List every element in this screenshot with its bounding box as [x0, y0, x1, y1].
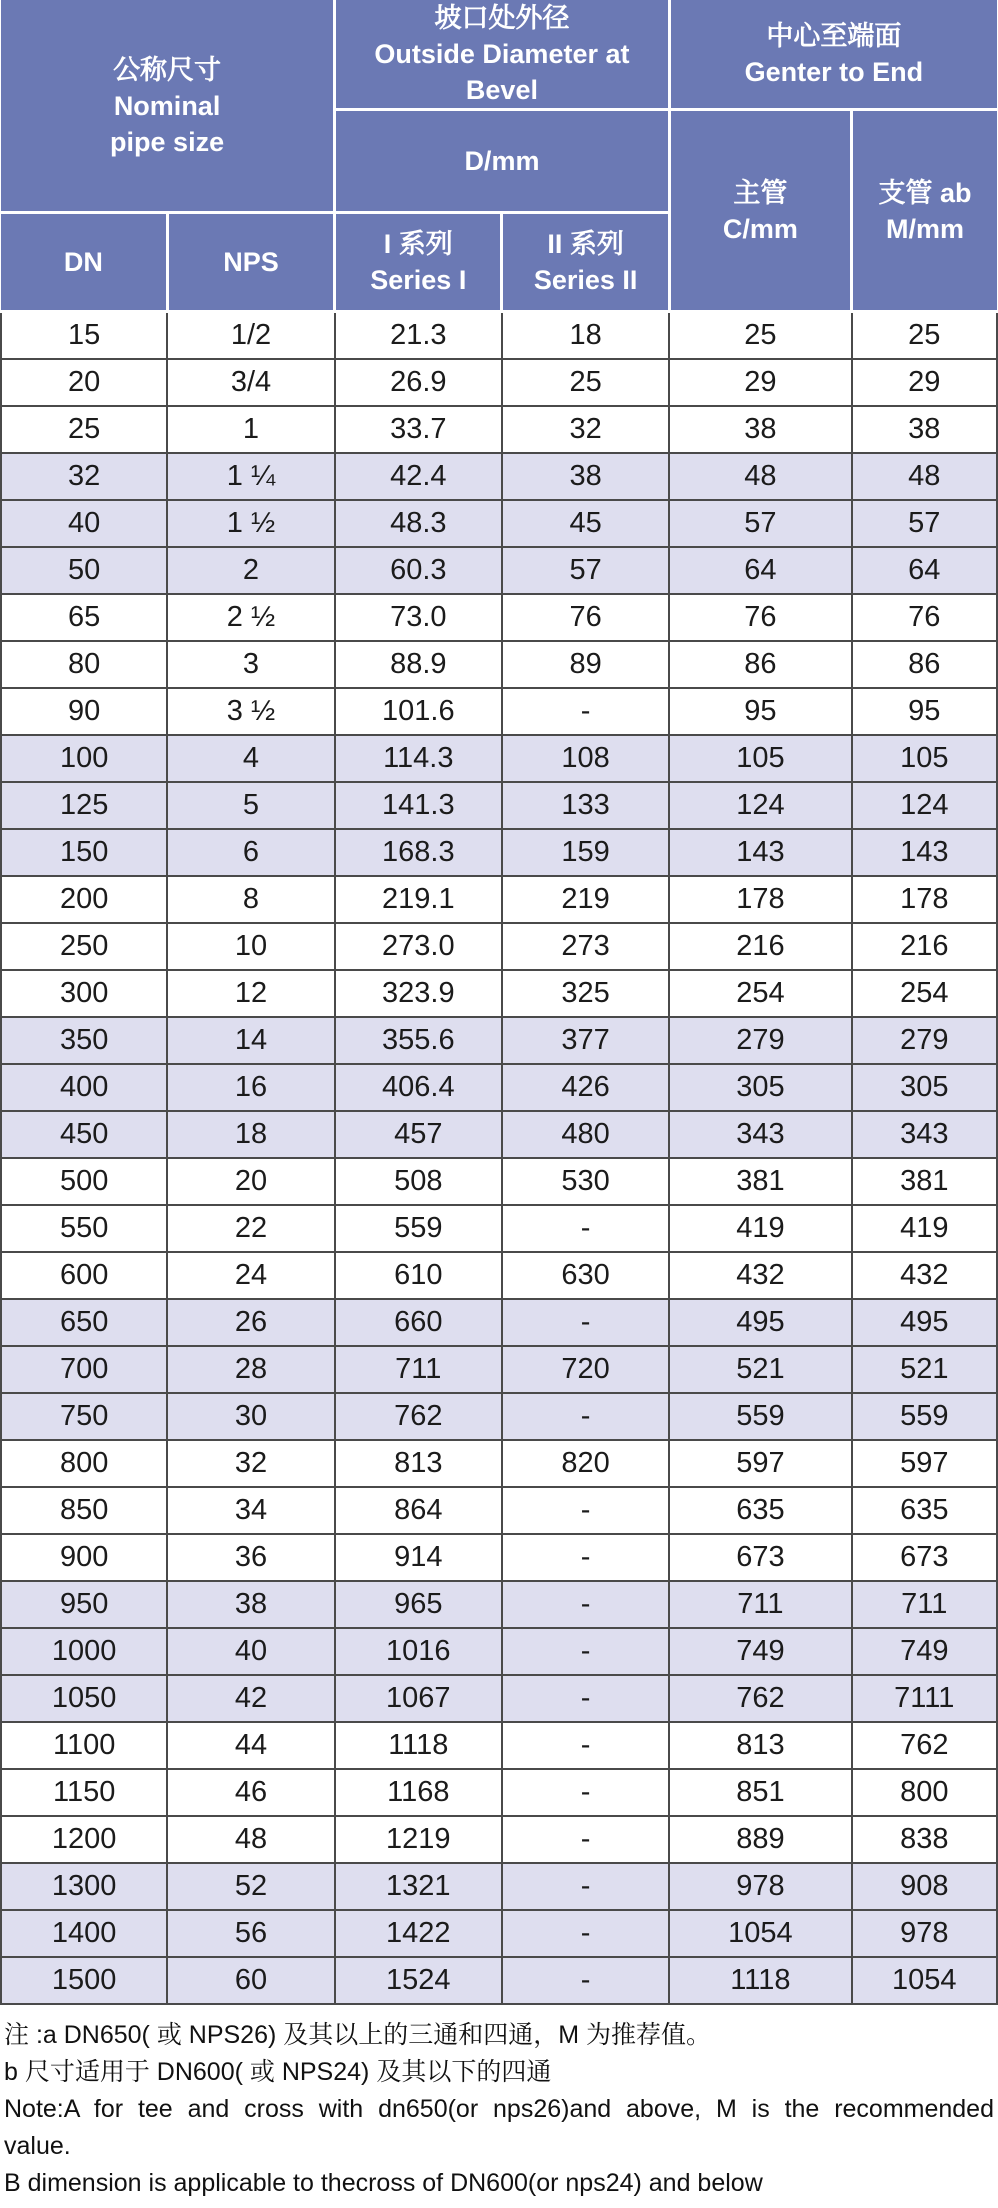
note-line: 注 :a DN650( 或 NPS26) 及其以上的三通和四通，M 为推荐值。: [4, 2021, 712, 2049]
table-cell: 16: [167, 1064, 334, 1111]
table-cell: 36: [167, 1534, 334, 1581]
table-cell: 216: [852, 923, 997, 970]
table-cell: 426: [502, 1064, 669, 1111]
table-cell: 105: [852, 735, 997, 782]
table-cell: 143: [669, 829, 851, 876]
table-cell: 635: [669, 1487, 851, 1534]
table-cell: -: [502, 1581, 669, 1628]
table-cell: 1054: [669, 1910, 851, 1957]
table-cell: 4: [167, 735, 334, 782]
table-cell: 889: [669, 1816, 851, 1863]
table-cell: 76: [669, 594, 851, 641]
table-cell: 48.3: [335, 500, 502, 547]
table-cell: -: [502, 1675, 669, 1722]
table-row: [1, 1064, 997, 1111]
table-cell: 597: [669, 1440, 851, 1487]
table-cell: 406.4: [335, 1064, 502, 1111]
table-cell: 254: [852, 970, 997, 1017]
table-cell: 1054: [852, 1957, 997, 2004]
table-cell: 14: [167, 1017, 334, 1064]
table-cell: 700: [1, 1346, 167, 1393]
header-series-1-zh: I 系列: [383, 229, 453, 259]
table-cell: 457: [335, 1111, 502, 1158]
table-cell: 500: [1, 1158, 167, 1205]
table-cell: 38: [502, 453, 669, 500]
table-cell: 38: [167, 1581, 334, 1628]
table-row: [1, 1487, 997, 1534]
table-cell: 216: [669, 923, 851, 970]
header-series-2: [502, 213, 669, 312]
table-cell: -: [502, 1628, 669, 1675]
table-cell: -: [502, 1393, 669, 1440]
table-cell: 630: [502, 1252, 669, 1299]
table-cell: 108: [502, 735, 669, 782]
table-cell: 73.0: [335, 594, 502, 641]
note-line: value.: [4, 2132, 71, 2160]
table-cell: 1300: [1, 1863, 167, 1910]
table-cell: -: [502, 1769, 669, 1816]
table-cell: 32: [502, 406, 669, 453]
table-cell: 673: [669, 1534, 851, 1581]
table-cell: 90: [1, 688, 167, 735]
table-row: [1, 641, 997, 688]
table-row: [1, 1816, 997, 1863]
table-cell: 15: [1, 312, 167, 360]
table-cell: 864: [335, 1487, 502, 1534]
table-cell: 762: [335, 1393, 502, 1440]
header-series-1: [335, 213, 502, 312]
table-cell: 908: [852, 1863, 997, 1910]
table-cell: 650: [1, 1299, 167, 1346]
table-row: [1, 1205, 997, 1252]
note-line: Note:A for tee and cross with dn650(or nps26)and above, M is the recommended: [4, 2095, 994, 2123]
table-row: [1, 1158, 997, 1205]
table-row: [1, 923, 997, 970]
header-od-en-line1: Outside Diameter at: [374, 39, 630, 69]
table-cell: 32: [167, 1440, 334, 1487]
table-row: [1, 1393, 997, 1440]
table-cell: 521: [852, 1346, 997, 1393]
table-cell: 1118: [335, 1722, 502, 1769]
table-cell: 914: [335, 1534, 502, 1581]
table-cell: 65: [1, 594, 167, 641]
table-cell: 22: [167, 1205, 334, 1252]
table-cell: -: [502, 1205, 669, 1252]
table-cell: 250: [1, 923, 167, 970]
table-row: [1, 1769, 997, 1816]
table-cell: 1200: [1, 1816, 167, 1863]
table-cell: 32: [1, 453, 167, 500]
table-cell: 495: [669, 1299, 851, 1346]
table-cell: 400: [1, 1064, 167, 1111]
table-cell: 377: [502, 1017, 669, 1064]
table-cell: 50: [1, 547, 167, 594]
table-row: [1, 1252, 997, 1299]
header-d-mm: D/mm: [335, 110, 670, 213]
table-cell: 29: [852, 359, 997, 406]
table-cell: 813: [335, 1440, 502, 1487]
table-cell: 150: [1, 829, 167, 876]
table-row: [1, 1440, 997, 1487]
table-cell: 7111: [852, 1675, 997, 1722]
table-cell: 25: [502, 359, 669, 406]
table-cell: 10: [167, 923, 334, 970]
table-row: [1, 1299, 997, 1346]
header-nominal-en-line1: Nominal: [113, 90, 221, 121]
table-cell: 813: [669, 1722, 851, 1769]
header-center-to-end: [669, 0, 997, 110]
table-cell: 44: [167, 1722, 334, 1769]
table-cell: -: [502, 1487, 669, 1534]
table-cell: 80: [1, 641, 167, 688]
table-cell: 57: [669, 500, 851, 547]
header-cte-zh: 中心至端面: [766, 21, 902, 51]
table-cell: 143: [852, 829, 997, 876]
table-row: [1, 500, 997, 547]
table-cell: 343: [669, 1111, 851, 1158]
table-cell: 1400: [1, 1910, 167, 1957]
table-cell: 350: [1, 1017, 167, 1064]
table-cell: 495: [852, 1299, 997, 1346]
table-row: [1, 1111, 997, 1158]
table-cell: 76: [502, 594, 669, 641]
table-cell: 95: [852, 688, 997, 735]
table-cell: 76: [852, 594, 997, 641]
table-cell: 550: [1, 1205, 167, 1252]
table-cell: 28: [167, 1346, 334, 1393]
table-cell: 432: [669, 1252, 851, 1299]
table-cell: 105: [669, 735, 851, 782]
table-cell: 1000: [1, 1628, 167, 1675]
note-line: b 尺寸适用于 DN600( 或 NPS24) 及其以下的四通: [4, 2058, 552, 2086]
table-cell: 711: [852, 1581, 997, 1628]
table-cell: 178: [852, 876, 997, 923]
table-cell: 168.3: [335, 829, 502, 876]
table-cell: -: [502, 1722, 669, 1769]
table-cell: 33.7: [335, 406, 502, 453]
table-cell: 25: [852, 312, 997, 360]
table-cell: 711: [335, 1346, 502, 1393]
table-cell: 800: [852, 1769, 997, 1816]
table-cell: 273.0: [335, 923, 502, 970]
table-cell: 24: [167, 1252, 334, 1299]
table-cell: 1500: [1, 1957, 167, 2004]
table-cell: 8: [167, 876, 334, 923]
table-cell: 762: [669, 1675, 851, 1722]
table-cell: 559: [669, 1393, 851, 1440]
note-line: B dimension is applicable to thecross of DN600(or nps24) and below: [4, 2169, 763, 2197]
table-cell: 660: [335, 1299, 502, 1346]
table-cell: 355.6: [335, 1017, 502, 1064]
table-cell: -: [502, 688, 669, 735]
table-cell: -: [502, 1299, 669, 1346]
table-cell: 60: [167, 1957, 334, 2004]
table-cell: 1 ½: [167, 500, 334, 547]
table-row: [1, 359, 997, 406]
table-cell: 838: [852, 1816, 997, 1863]
header-branch-pipe-unit: M/mm: [886, 213, 965, 244]
table-row: [1, 688, 997, 735]
table-row: [1, 735, 997, 782]
table-cell: 432: [852, 1252, 997, 1299]
table-cell: 26.9: [335, 359, 502, 406]
header-dn: DN: [1, 213, 167, 312]
table-cell: 60.3: [335, 547, 502, 594]
table-cell: 1150: [1, 1769, 167, 1816]
table-row: [1, 1910, 997, 1957]
table-cell: 1: [167, 406, 334, 453]
header-nominal-pipe-size: [1, 0, 335, 213]
table-cell: 30: [167, 1393, 334, 1440]
table-cell: 219.1: [335, 876, 502, 923]
table-cell: 42: [167, 1675, 334, 1722]
table-cell: 88.9: [335, 641, 502, 688]
table-cell: 1016: [335, 1628, 502, 1675]
table-row: [1, 594, 997, 641]
table-cell: 521: [669, 1346, 851, 1393]
table-cell: 101.6: [335, 688, 502, 735]
table-cell: 26: [167, 1299, 334, 1346]
table-cell: 200: [1, 876, 167, 923]
header-cte-en: Genter to End: [744, 57, 924, 87]
table-cell: 2: [167, 547, 334, 594]
table-row: [1, 1863, 997, 1910]
table-cell: 978: [669, 1863, 851, 1910]
table-cell: 25: [669, 312, 851, 360]
header-nominal-en-line2: pipe size: [110, 126, 225, 157]
table-cell: -: [502, 1957, 669, 2004]
table-cell: 46: [167, 1769, 334, 1816]
table-cell: 6: [167, 829, 334, 876]
table-cell: 124: [669, 782, 851, 829]
table-cell: 3: [167, 641, 334, 688]
table-cell: 480: [502, 1111, 669, 1158]
table-row: [1, 1581, 997, 1628]
table-cell: 279: [669, 1017, 851, 1064]
table-cell: 419: [852, 1205, 997, 1252]
table-cell: 133: [502, 782, 669, 829]
table-header: [1, 0, 997, 312]
table-cell: 750: [1, 1393, 167, 1440]
header-branch-pipe-zh: 支管 ab: [878, 177, 972, 208]
table-cell: 48: [852, 453, 997, 500]
header-od-zh: 坡口处外径: [434, 3, 570, 33]
table-cell: 673: [852, 1534, 997, 1581]
table-cell: 159: [502, 829, 669, 876]
table-cell: 1100: [1, 1722, 167, 1769]
table-cell: 900: [1, 1534, 167, 1581]
table-cell: 29: [669, 359, 851, 406]
table-cell: 3 ½: [167, 688, 334, 735]
table-cell: 559: [852, 1393, 997, 1440]
table-cell: 978: [852, 1910, 997, 1957]
table-cell: 711: [669, 1581, 851, 1628]
table-cell: 1524: [335, 1957, 502, 2004]
table-row: [1, 547, 997, 594]
table-cell: 965: [335, 1581, 502, 1628]
table-row: [1, 1346, 997, 1393]
table-row: [1, 970, 997, 1017]
table-cell: 254: [669, 970, 851, 1017]
table-cell: 38: [852, 406, 997, 453]
table-cell: 20: [167, 1158, 334, 1205]
table-row: [1, 1675, 997, 1722]
table-cell: 600: [1, 1252, 167, 1299]
table-cell: 800: [1, 1440, 167, 1487]
table-cell: 323.9: [335, 970, 502, 1017]
table-cell: 343: [852, 1111, 997, 1158]
table-cell: 559: [335, 1205, 502, 1252]
table-cell: 273: [502, 923, 669, 970]
table-cell: 114.3: [335, 735, 502, 782]
header-outside-diameter-at-bevel: [335, 0, 670, 110]
table-cell: 1/2: [167, 312, 334, 360]
table-cell: 381: [852, 1158, 997, 1205]
table-cell: 12: [167, 970, 334, 1017]
table-cell: -: [502, 1863, 669, 1910]
table-cell: 178: [669, 876, 851, 923]
table-cell: -: [502, 1534, 669, 1581]
table-row: [1, 782, 997, 829]
table-cell: 1422: [335, 1910, 502, 1957]
table-cell: 530: [502, 1158, 669, 1205]
table-cell: 325: [502, 970, 669, 1017]
table-cell: 635: [852, 1487, 997, 1534]
table-cell: 124: [852, 782, 997, 829]
table-row: [1, 1722, 997, 1769]
table-cell: 597: [852, 1440, 997, 1487]
table-cell: 95: [669, 688, 851, 735]
header-series-2-en: Series II: [533, 265, 638, 295]
table-cell: 820: [502, 1440, 669, 1487]
table-cell: -: [502, 1910, 669, 1957]
table-cell: 1168: [335, 1769, 502, 1816]
table-cell: 610: [335, 1252, 502, 1299]
table-cell: 1118: [669, 1957, 851, 2004]
table-cell: 2 ½: [167, 594, 334, 641]
table-row: [1, 829, 997, 876]
table-cell: 305: [669, 1064, 851, 1111]
header-main-pipe-c-mm: [669, 110, 851, 312]
table-cell: 64: [669, 547, 851, 594]
header-main-pipe-zh: 主管: [733, 177, 788, 208]
table-cell: 300: [1, 970, 167, 1017]
header-main-pipe-unit: C/mm: [722, 213, 798, 244]
table-cell: 950: [1, 1581, 167, 1628]
table-row: [1, 453, 997, 500]
table-cell: 850: [1, 1487, 167, 1534]
table-cell: -: [502, 1816, 669, 1863]
table-cell: 1219: [335, 1816, 502, 1863]
table-cell: 86: [669, 641, 851, 688]
table-cell: 100: [1, 735, 167, 782]
table-cell: 141.3: [335, 782, 502, 829]
table-cell: 5: [167, 782, 334, 829]
header-od-en-line2: Bevel: [465, 75, 538, 105]
table-cell: 1050: [1, 1675, 167, 1722]
header-nominal-zh: 公称尺寸: [113, 54, 222, 85]
table-cell: 48: [669, 453, 851, 500]
table-cell: 20: [1, 359, 167, 406]
table-row: [1, 312, 997, 360]
table-cell: 1321: [335, 1863, 502, 1910]
table-cell: 749: [669, 1628, 851, 1675]
table-row: [1, 1957, 997, 2004]
table-cell: 219: [502, 876, 669, 923]
table-cell: 34: [167, 1487, 334, 1534]
table-cell: 3/4: [167, 359, 334, 406]
table-cell: 18: [167, 1111, 334, 1158]
table-cell: 57: [852, 500, 997, 547]
table-cell: 450: [1, 1111, 167, 1158]
table-cell: 381: [669, 1158, 851, 1205]
table-row: [1, 1017, 997, 1064]
table-cell: 279: [852, 1017, 997, 1064]
table-row: [1, 876, 997, 923]
table-cell: 42.4: [335, 453, 502, 500]
table-cell: 1067: [335, 1675, 502, 1722]
table-cell: 720: [502, 1346, 669, 1393]
header-branch-pipe-m-mm: [852, 110, 997, 312]
header-series-1-en: Series I: [370, 265, 467, 295]
table-cell: 851: [669, 1769, 851, 1816]
table-cell: 52: [167, 1863, 334, 1910]
table-row: [1, 1534, 997, 1581]
table-cell: 38: [669, 406, 851, 453]
table-cell: 89: [502, 641, 669, 688]
table-cell: 86: [852, 641, 997, 688]
table-cell: 18: [502, 312, 669, 360]
table-cell: 45: [502, 500, 669, 547]
table-cell: 57: [502, 547, 669, 594]
table-row: [1, 406, 997, 453]
table-cell: 125: [1, 782, 167, 829]
table-cell: 419: [669, 1205, 851, 1252]
table-cell: 749: [852, 1628, 997, 1675]
table-cell: 40: [1, 500, 167, 547]
notes: [0, 2005, 998, 2208]
table-cell: 25: [1, 406, 167, 453]
table-cell: 305: [852, 1064, 997, 1111]
table-cell: 40: [167, 1628, 334, 1675]
header-series-2-zh: II 系列: [547, 229, 624, 259]
table-cell: 1 ¼: [167, 453, 334, 500]
table-cell: 56: [167, 1910, 334, 1957]
table-cell: 48: [167, 1816, 334, 1863]
table-cell: 762: [852, 1722, 997, 1769]
header-nps: NPS: [167, 213, 334, 312]
table-row: [1, 1628, 997, 1675]
table-body: [1, 312, 997, 2005]
table-cell: 64: [852, 547, 997, 594]
table-cell: 21.3: [335, 312, 502, 360]
table-cell: 508: [335, 1158, 502, 1205]
